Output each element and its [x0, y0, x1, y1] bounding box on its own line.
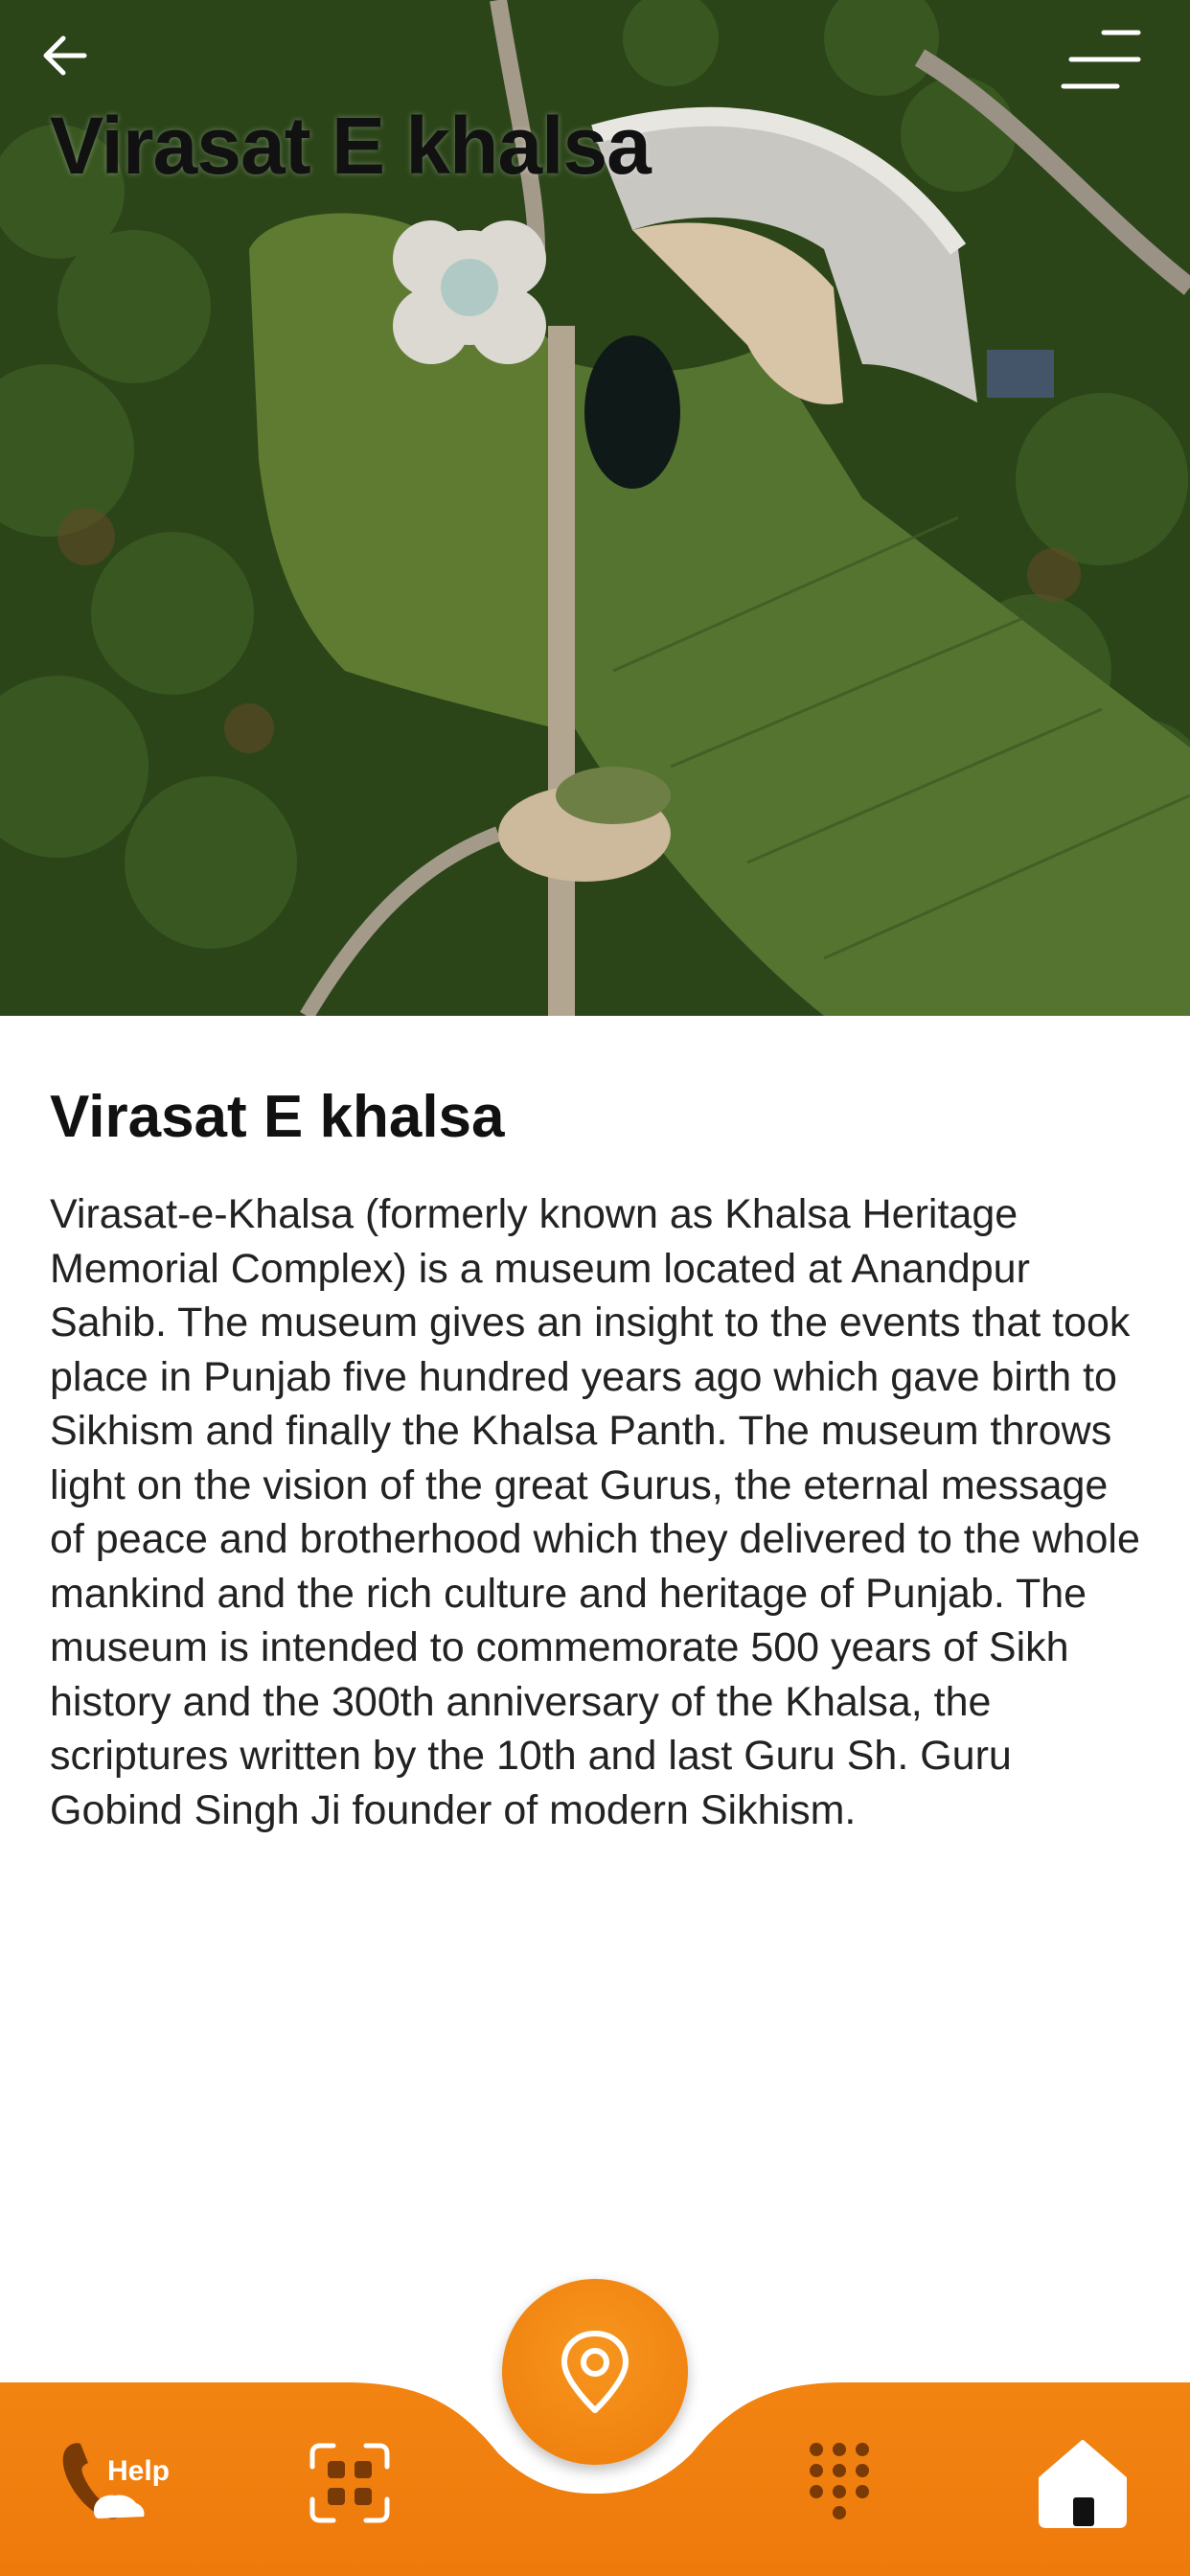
menu-lines-icon — [1054, 25, 1150, 102]
dialpad-icon — [805, 2440, 874, 2526]
help-button[interactable] — [56, 2434, 199, 2526]
location-button[interactable] — [502, 2279, 688, 2465]
article-heading: Virasat E khalsa — [50, 1084, 505, 1150]
dialpad-button[interactable] — [805, 2440, 874, 2526]
article-body: Virasat-e-Khalsa (formerly known as Khalsa Heritage Memorial Complex) is a museum located at Anandpur Sahib. The museum gives an insight to the events that took place in Punjab five hundred years ago which gave birth to Sikhism and finally the Khalsa Panth. The museum throws light on the vision of the great Gurus, the eternal message of peace and brotherhood which they delivered to the whole mankind and the rich culture and heritage of Punjab. The museum is intended to commemorate 500 years of Sikh history and the 300th anniversary of the Khalsa, the scriptures written by the 10th and last Guru Sh. Guru Gobind Singh Ji founder of modern Sikhism. — [50, 1191, 1140, 1833]
hero-title: Virasat E khalsa — [50, 101, 651, 191]
hero-image — [0, 0, 1190, 1016]
home-button[interactable] — [1035, 2434, 1131, 2530]
scan-button[interactable] — [307, 2440, 393, 2526]
home-icon — [1035, 2434, 1131, 2530]
location-pin-icon — [549, 2326, 641, 2418]
back-button[interactable] — [38, 29, 107, 98]
menu-button[interactable] — [1054, 25, 1150, 102]
help-label: Help — [107, 2455, 171, 2487]
arrow-left-icon — [38, 29, 92, 82]
qr-scan-icon — [307, 2440, 393, 2526]
article — [50, 1083, 1152, 1837]
